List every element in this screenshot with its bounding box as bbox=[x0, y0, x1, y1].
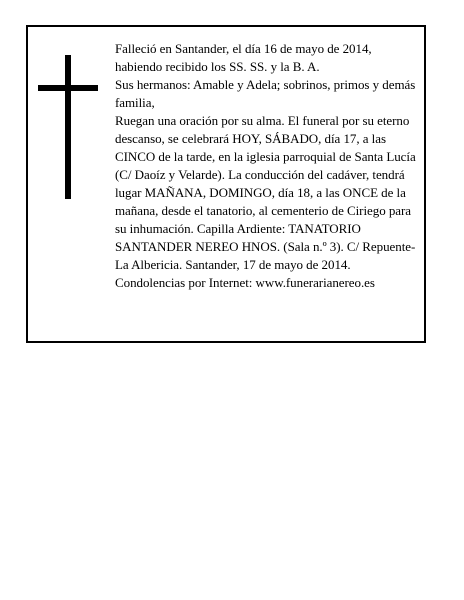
funeral-details: Ruegan una oración por su alma. El funeral por su eterno descanso, se celebrará HOY, SÁBADO, día 17, a las CINCO de la tarde, en la iglesia parroquial de Santa Lucía (C/ Daoíz y Velarde). La conducción del cadáver, tendrá lugar MAÑANA, DOMINGO, día 18, a las ONCE de la mañana, desde el tanatorio, al cementerio de Ciriego para su inhumación. Capilla Ardiente: TANATORIO SANTANDER NEREO HNOS. (Sala n.º 3). C/ Repuente-La Albericia. Santander, 17 de mayo de 2014. Condolencias por Internet: www.funerarianereo.es bbox=[115, 113, 416, 290]
obituary-notice bbox=[26, 25, 426, 343]
family-mourners: Sus hermanos: Amable y Adela; sobrinos, primos y demás familia, bbox=[115, 77, 416, 110]
cross-horizontal-bar bbox=[38, 85, 98, 91]
notice-text bbox=[115, 40, 421, 292]
cross-icon bbox=[38, 55, 98, 199]
cross-vertical-bar bbox=[65, 55, 71, 199]
death-announcement: Falleció en Santander, el día 16 de mayo de 2014, habiendo recibido los SS. SS. y la B. A. bbox=[115, 41, 372, 74]
